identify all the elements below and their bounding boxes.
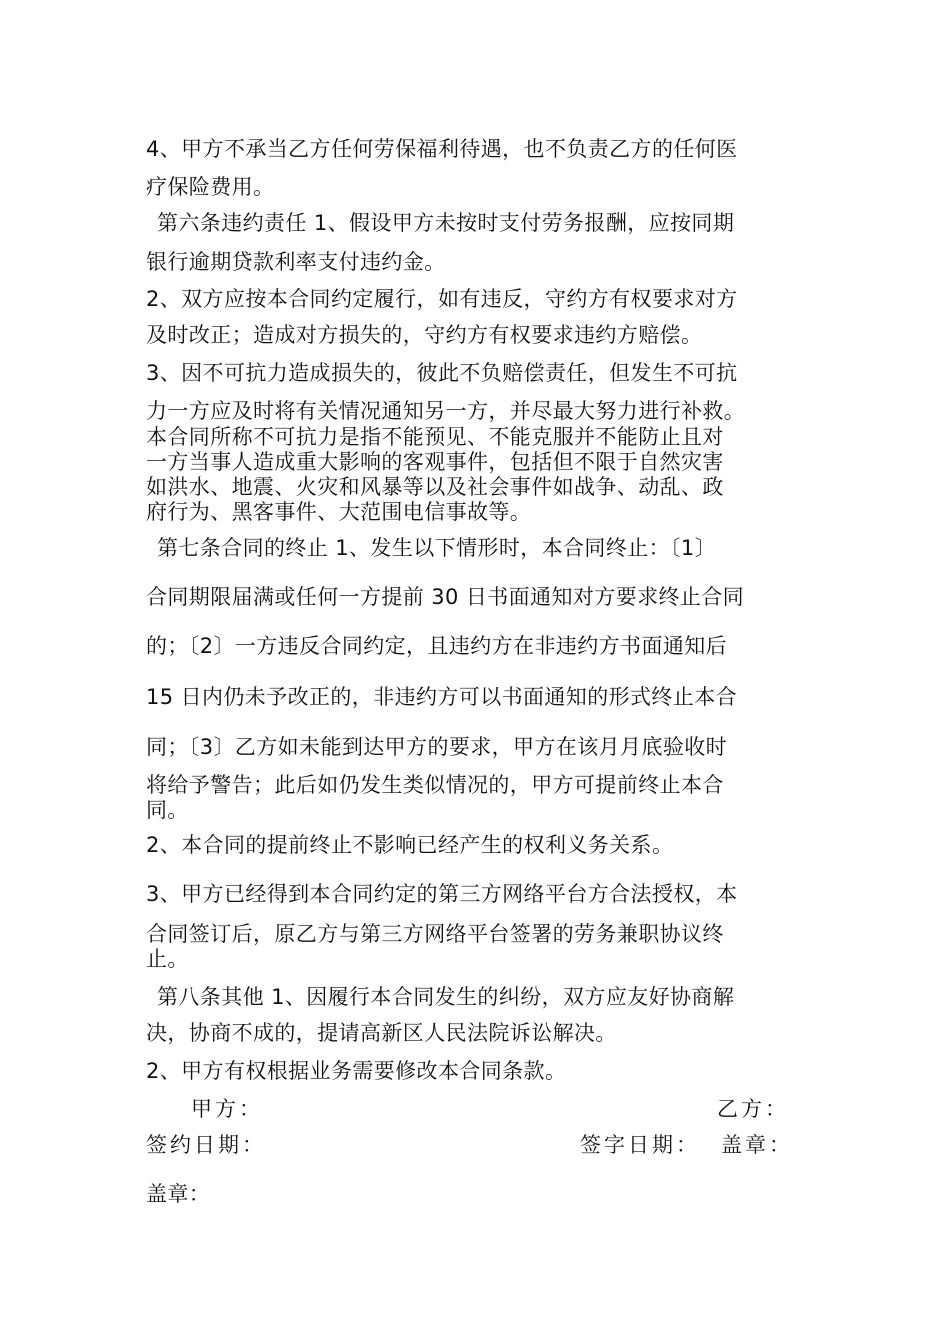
- clause-line: 本合同所称不可抗力是指不能预见、不能克服并不能防止且对: [146, 425, 724, 449]
- clause-line: 将给予警告；此后如仍发生类似情况的，甲方可提前终止本合: [146, 773, 724, 797]
- clause-line: 银行逾期贷款利率支付违约金。: [146, 250, 446, 274]
- clause-line: 同。: [146, 798, 189, 822]
- clause-line: 如洪水、地震、火灾和风暴等以及社会事件如战争、动乱、政: [146, 475, 724, 499]
- clause-line: 一方当事人造成重大影响的客观事件，包括但不限于自然灾害: [146, 450, 724, 474]
- party-b-label: 乙方：: [717, 1097, 789, 1121]
- clause-line: 2、双方应按本合同约定履行，如有违反，守约方有权要求对方: [146, 287, 738, 311]
- clause-line: 疗保险费用。: [146, 175, 275, 199]
- clause-line: 3、甲方已经得到本合同约定的第三方网络平台方合法授权，本: [146, 882, 738, 906]
- party-a-label: 甲方：: [191, 1097, 263, 1121]
- clause-line: 的；〔2〕一方违反合同约定，且违约方在非违约方书面通知后: [146, 634, 728, 658]
- sign-date-b-label: 签字日期：: [580, 1133, 700, 1157]
- clause-line: 4、甲方不承当乙方任何劳保福利待遇，也不负责乙方的任何医: [146, 137, 738, 161]
- clause-line: 2、甲方有权根据业务需要修改本合同条款。: [146, 1059, 567, 1083]
- clause-line: 止。: [146, 947, 189, 971]
- seal-a-label: 盖章：: [146, 1182, 211, 1206]
- clause-line: 及时改正；造成对方损失的，守约方有权要求违约方赔偿。: [146, 323, 703, 347]
- sign-date-a-label: 签约日期：: [146, 1133, 266, 1157]
- seal-b-label: 盖章：: [721, 1133, 793, 1157]
- clause-line: 15 日内仍未予改正的，非违约方可以书面通知的形式终止本合: [146, 685, 737, 709]
- clause-line: 同；〔3〕乙方如未能到达甲方的要求，甲方在该月月底验收时: [146, 735, 728, 759]
- clause-line: 合同期限届满或任何一方提前 30 日书面通知对方要求终止合同: [146, 585, 745, 609]
- article-eight-heading: 第八条其他 1、因履行本合同发生的纠纷，双方应友好协商解: [157, 985, 735, 1009]
- clause-line: 力一方应及时将有关情况通知另一方，并尽最大努力进行补救。: [146, 399, 746, 423]
- clause-line: 3、因不可抗力造成损失的，彼此不负赔偿责任，但发生不可抗: [146, 361, 738, 385]
- article-six-heading: 第六条违约责任 1、假设甲方未按时支付劳务报酬，应按同期: [157, 211, 735, 235]
- clause-line: 决，协商不成的，提请高新区人民法院诉讼解决。: [146, 1021, 617, 1045]
- clause-line: 合同签订后，原乙方与第三方网络平台签署的劳务兼职协议终: [146, 922, 724, 946]
- clause-line: 府行为、黑客事件、大范围电信事故等。: [146, 500, 532, 524]
- clause-line: 2、本合同的提前终止不影响已经产生的权利义务关系。: [146, 833, 674, 857]
- article-seven-heading: 第七条合同的终止 1、发生以下情形时，本合同终止：〔1〕: [157, 536, 717, 560]
